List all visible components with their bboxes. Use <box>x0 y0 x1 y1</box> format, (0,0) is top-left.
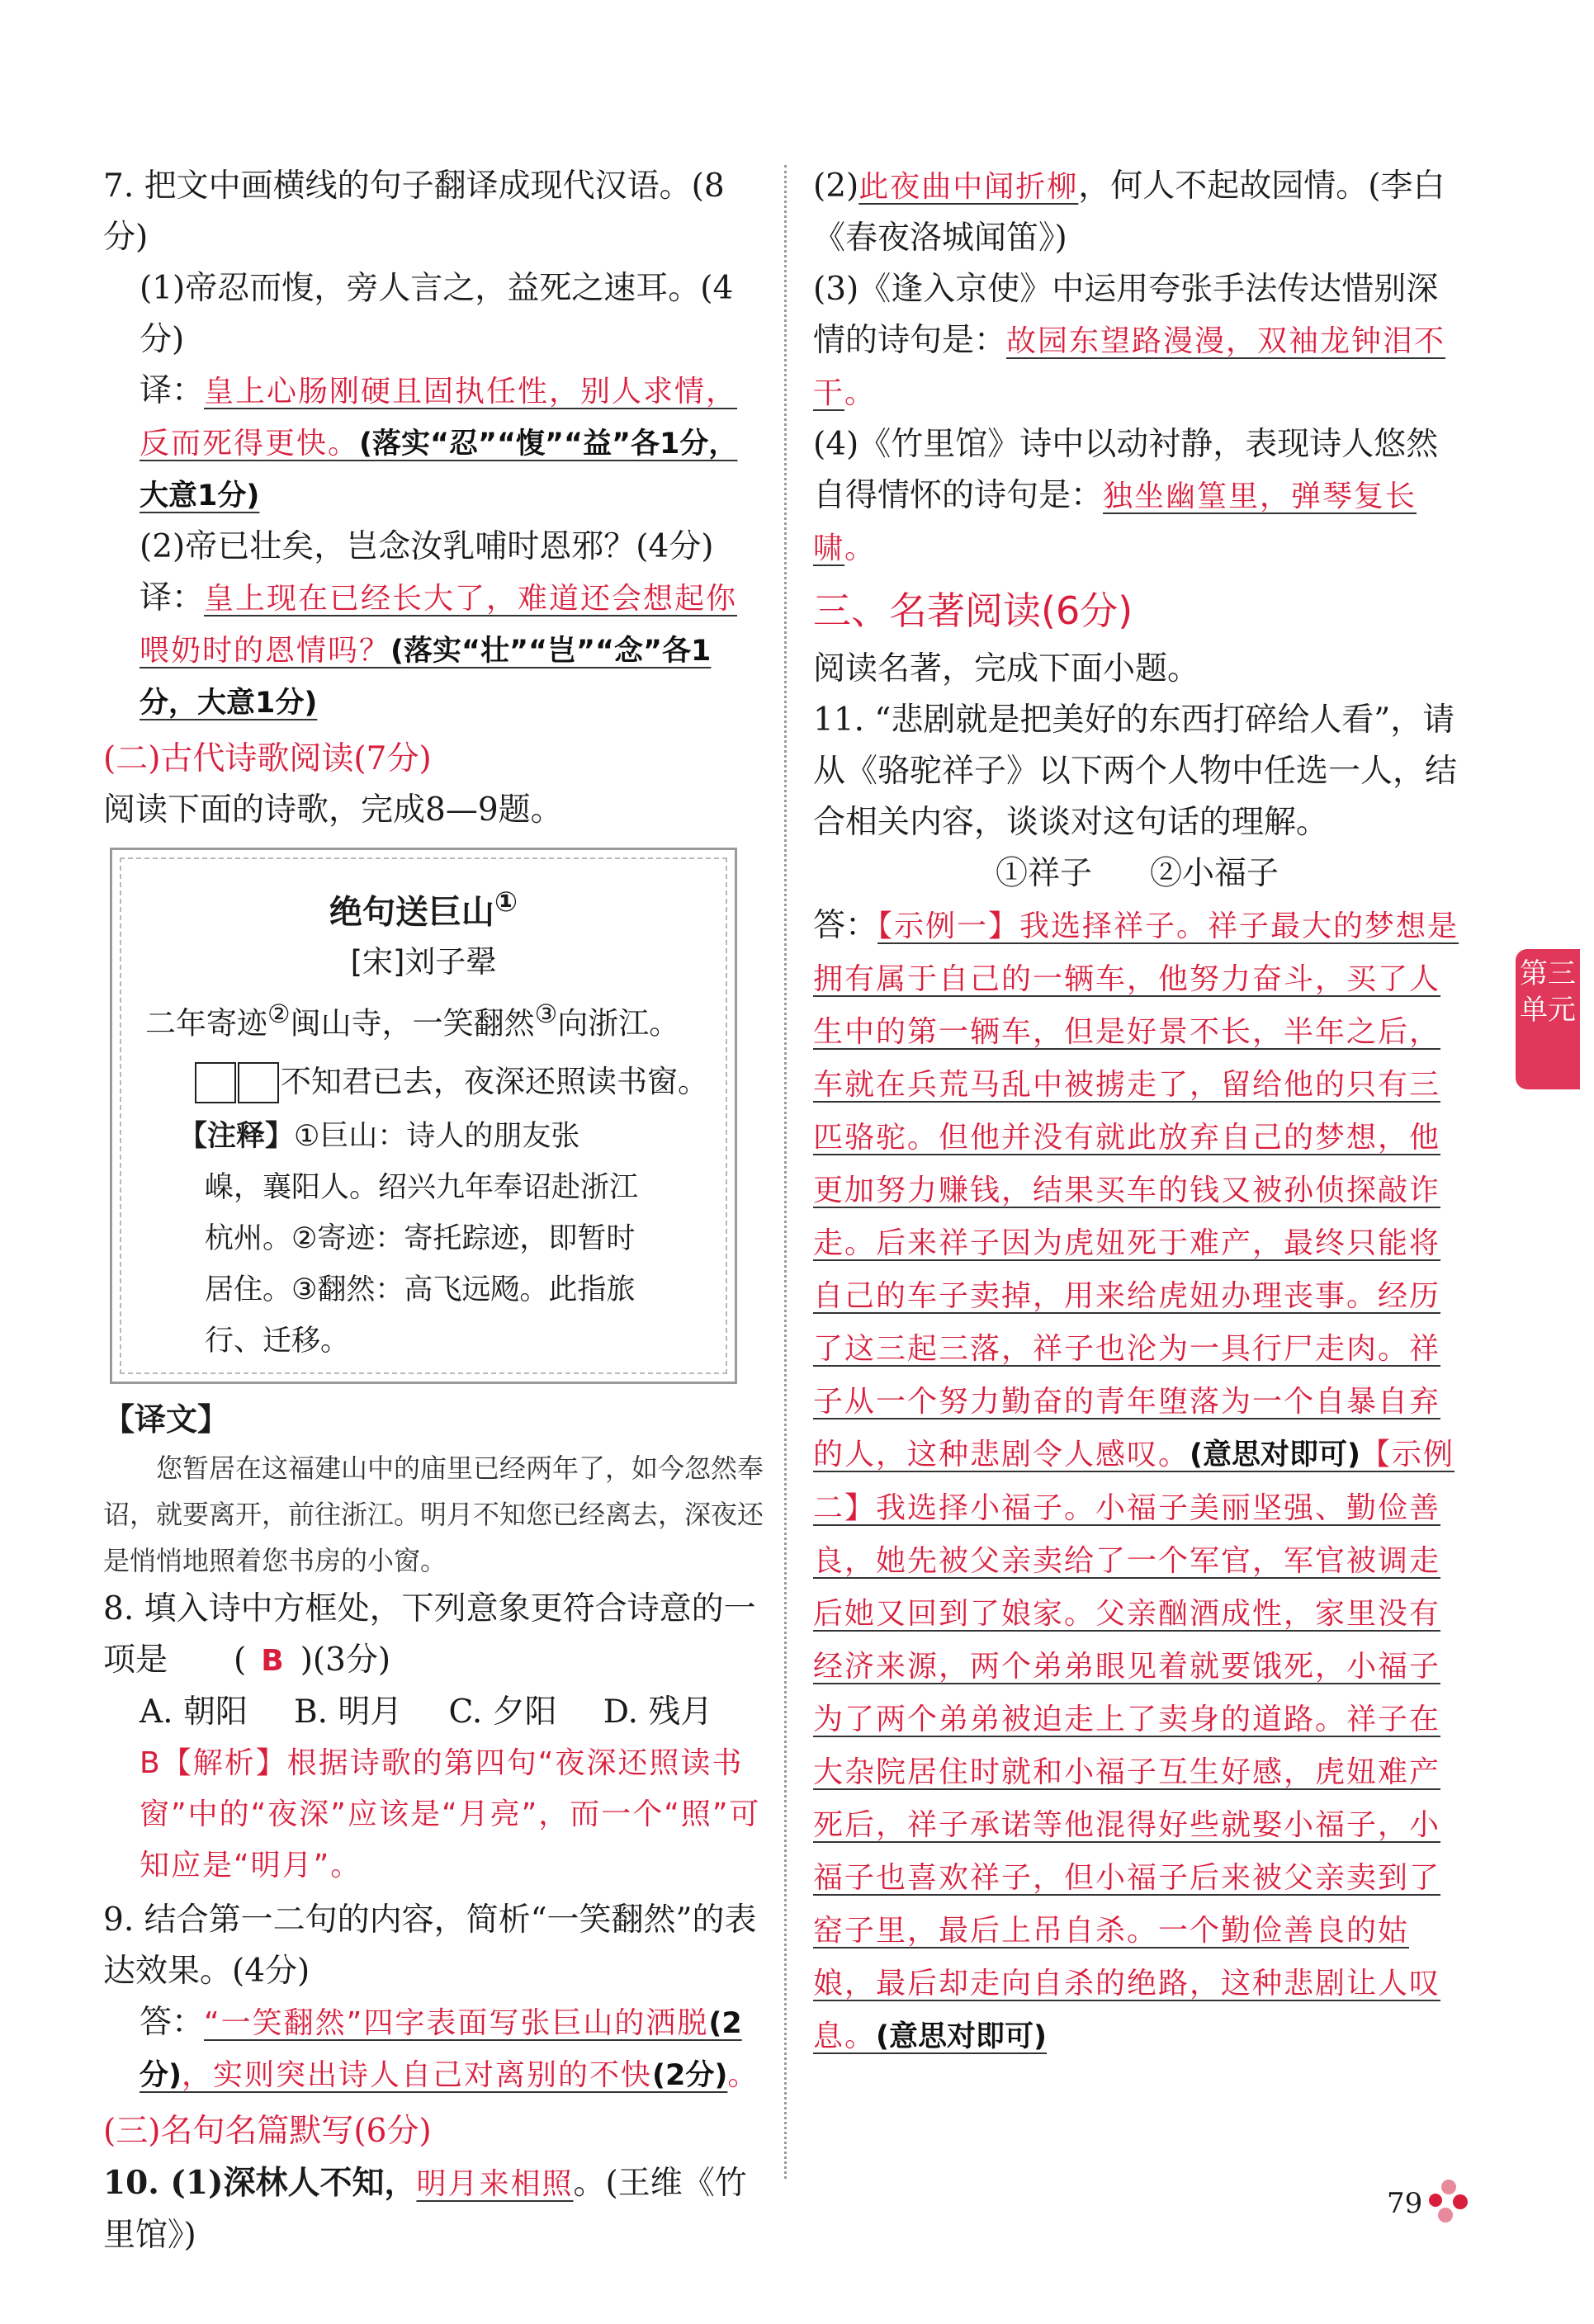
q10-part-3: (3)《逢入京使》中运用夸张手法传达惜别深情的诗句是：故园东望路漫漫，双袖龙钟泪不干。 <box>813 271 1446 410</box>
option-b: B. 明月 <box>293 1693 403 1731</box>
blank-box <box>195 1062 236 1103</box>
page-number: 79 <box>1387 2187 1423 2220</box>
translation-heading: 【译文】 <box>103 1401 229 1438</box>
poem-note-line: 杭州。②寄迹：寄托踪迹，即暂时 <box>205 1221 636 1255</box>
option-a: A. 朝阳 <box>140 1693 248 1731</box>
answer-label: 译： <box>140 579 205 616</box>
section-heading-reading: 三、名著阅读(6分) <box>813 588 1133 633</box>
q7-stem: 7. 把文中画横线的句子翻译成现代汉语。(8分) <box>103 168 725 256</box>
q7-answer-2 <box>103 573 764 729</box>
q7-answer-1-note: (落实“忍”“愎”“益”各1分，大意1分) <box>140 427 738 513</box>
poem-note: 【注释】①巨山：诗人的朋友张 <box>178 1119 580 1153</box>
q11-options <box>813 848 1461 900</box>
q8-stem: 8. 填入诗中方框处，下列意象更符合诗意的一项是 ( B )(3分) <box>103 1590 756 1679</box>
flower-decoration-icon <box>1424 2177 1473 2227</box>
q9-stem: 9. 结合第一二句的内容，简析“一笑翻然”的表达效果。(4分) <box>103 1901 757 1990</box>
column-divider <box>784 165 787 2179</box>
answer-label: 译： <box>140 372 205 409</box>
right-column <box>813 161 1461 2063</box>
translation-text: 您暂居在这福建山中的庙里已经两年了，如今忽然奉诏，就要离开，前往浙江。明月不知您已经离去，深夜还是悄悄地照着您书房的小窗。 <box>103 1452 764 1576</box>
poem-line-2: 不知君已去，夜深还照读书窗。 <box>145 1053 702 1111</box>
q9-answer: 答：“一笑翻然”四字表面写张巨山的洒脱(2分)，实则突出诗人自己对离别的不快(2分)。 <box>140 2004 759 2092</box>
q7-answer-1-text: 皇上心肠刚硬且固执任性，别人求情，反而死得更快。 <box>140 375 738 461</box>
q7-sentence-1: (1)帝忍而愎，旁人言之，益死之速耳。(4分) <box>140 270 734 358</box>
poem-author: [宋]刘子翚 <box>350 944 497 980</box>
poem-line-1: 二年寄迹②闽山寺，一笑翻然③向浙江。 <box>145 999 680 1042</box>
option-xiangzi: ①祥子 <box>995 855 1092 892</box>
unit-side-tab: 第三单元 <box>1516 949 1580 1089</box>
q11-answer: 答：【示例一】我选择祥子。祥子最大的梦想是拥有属于自己的一辆车，他努力奋斗，买了人生中的第一辆车，但是好景不长，半年之后，车就在兵荒马乱中被掳走了，留给他的只有三匹骆驼。但他并没有就此放弃自己的梦想，他更加努力赚钱，结果买车的钱又被孙侦探敲诈走。后来祥子因为虎妞死于难产，最终只能将自己的车子卖掉，用来给虎妞办理丧事。经历了这三起三落，祥子也沦为一具行尸走肉。祥子从一个努力勤奋的青年堕落为一个自暴自弃的人，这种悲剧令人感叹。(意思对即可)【示例二】我选择小福子。小福子美丽坚强、勤俭善良，她先被父亲卖给了一个军官，军官被调走后她又回到了娘家。父亲酗酒成性，家里没有经济来源，两个弟弟眼见着就要饿死，小福子为了两个弟弟被迫走上了卖身的道路。祥子在大杂院居住时就和小福子互生好感，虎妞难产死后，祥子承诺等他混得好些就娶小福子，小福子也喜欢祥子，但小福子后来被父亲卖到了窑子里，最后上吊自杀。一个勤俭善良的姑娘，最后却走向自杀的绝路，这种悲剧让人叹息。(意思对即可) <box>813 907 1459 2053</box>
section-2-intro: 阅读下面的诗歌，完成8—9题。 <box>103 791 563 829</box>
option-xiaofuzi: ②小福子 <box>1150 855 1279 892</box>
option-c: C. 夕阳 <box>448 1693 557 1731</box>
poem-title: 绝句送巨山① <box>329 886 518 932</box>
q8-options <box>103 1687 764 1738</box>
q10-part-4: (4)《竹里馆》诗中以动衬静，表现诗人悠然自得情怀的诗句是：独坐幽篁里，弹琴复长啸。 <box>813 426 1439 565</box>
poem-note-line: 行、迁移。 <box>205 1324 350 1358</box>
section-3-heading: (三)名句名篇默写(6分) <box>103 2113 432 2150</box>
q11-stem: 11. “悲剧就是把美好的东西打碎给人看”，请从《骆驼祥子》以下两个人物中任选一人，结合相关内容，谈谈对这句话的理解。 <box>813 701 1458 841</box>
q8-explanation: B【解析】根据诗歌的第四句“夜深还照读书窗”中的“夜深”应该是“月亮”，而一个“照”可知应是“明月”。 <box>140 1746 761 1882</box>
option-d: D. 残月 <box>603 1693 713 1731</box>
q7-answer-2-text: 皇上现在已经长大了，难道还会想起你喂奶时的恩情吗？ <box>140 582 738 668</box>
footnote-marker: ① <box>494 886 518 918</box>
q10-part-2: (2)此夜曲中闻折柳，何人不起故园情。(李白《春夜洛城闻笛》) <box>813 168 1445 257</box>
left-column <box>103 161 764 2261</box>
q11-example-2: 【示例二】我选择小福子。小福子美丽坚强、勤俭善良，她先被父亲卖给了一个军官，军官被调走后她又回到了娘家。父亲酗酒成性，家里没有经济来源，两个弟弟眼见着就要饿死，小福子为了两个弟弟被迫走上了卖身的道路。祥子在大杂院居住时就和小福子互生好感，虎妞难产死后，祥子承诺等他混得好些就娶小福子，小福子也喜欢祥子，但小福子后来被父亲卖到了窑子里，最后上吊自杀。一个勤俭善良的姑娘，最后却走向自杀的绝路，这种悲剧让人叹息。 <box>813 1438 1455 2053</box>
reading-intro: 阅读名著，完成下面小题。 <box>813 650 1200 687</box>
q7-answer-1 <box>103 366 764 522</box>
q8-answer: B <box>261 1644 286 1678</box>
q7-sentence-2: (2)帝已壮矣，岂念汝乳哺时恩邪？(4分) <box>140 528 714 565</box>
q7-answer-2-note: (落实“壮”“岂”“念”各1分，大意1分) <box>140 635 712 720</box>
poem-box <box>110 848 737 1384</box>
poem-note-line: 居住。③翻然：高飞远飏。此指旅 <box>205 1273 636 1306</box>
q10-part-1: 10. (1)深林人不知，明月来相照。(王维《竹里馆》) <box>103 2164 747 2254</box>
blank-box <box>238 1062 279 1103</box>
section-2-heading: (二)古代诗歌阅读(7分) <box>103 740 432 777</box>
q11-example-1: 【示例一】我选择祥子。祥子最大的梦想是拥有属于自己的一辆车，他努力奋斗，买了人生中的第一辆车，但是好景不长，半年之后，车就在兵荒马乱中被掳走了，留给他的只有三匹骆驼。但他并没有就此放弃自己的梦想，他更加努力赚钱，结果买车的钱又被孙侦探敲诈走。后来祥子因为虎妞死于难产，最终只能将自己的车子卖掉，用来给虎妞办理丧事。经历了这三起三落，祥子也沦为一具行尸走肉。祥子从一个努力勤奋的青年堕落为一个自暴自弃的人，这种悲剧令人感叹。 <box>813 909 1459 1471</box>
poem-note-line: 嵲，襄阳人。绍兴九年奉诏赴浙江 <box>205 1170 639 1204</box>
